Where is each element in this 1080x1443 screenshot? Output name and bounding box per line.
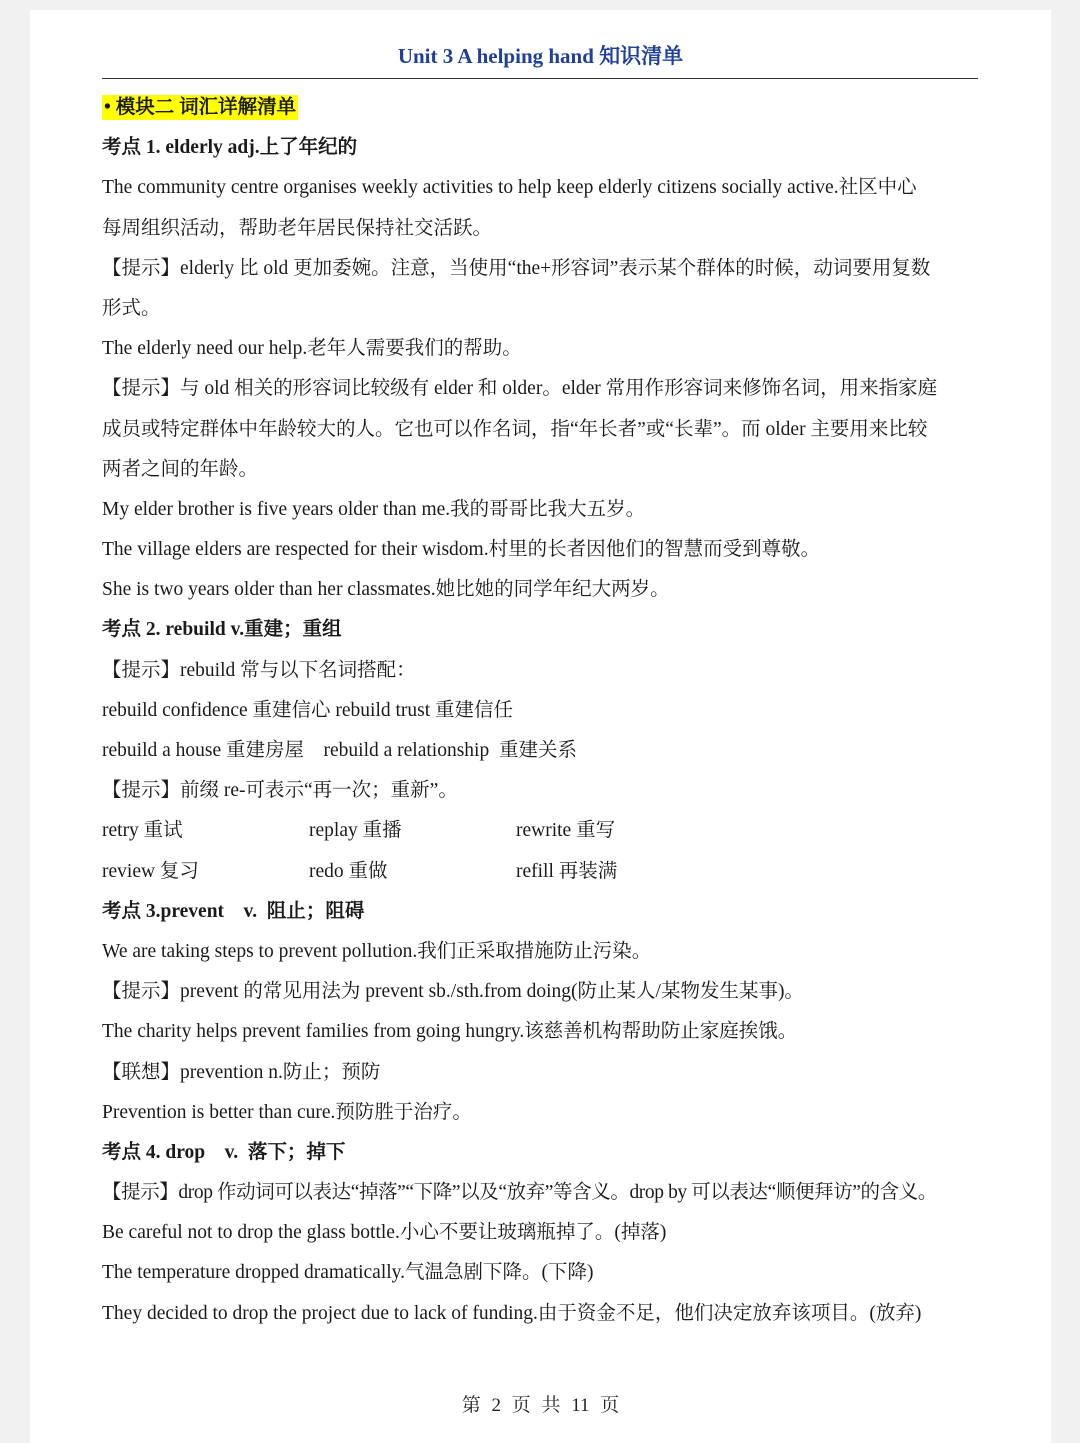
header-divider xyxy=(102,78,978,79)
prefix-word: rewrite 重写 xyxy=(516,820,616,842)
example-line: She is two years older than her classmates.她比她的同学年纪大两岁。 xyxy=(102,579,670,601)
prefix-words-row xyxy=(102,811,982,851)
prefix-word: replay 重播 xyxy=(309,820,402,842)
collocation-line: rebuild a house 重建房屋 rebuild a relationship 重建关系 xyxy=(102,740,577,761)
prefix-word: redo 重做 xyxy=(309,860,388,882)
tip-line-cont: 形式。 xyxy=(102,297,161,319)
tip-line: 【提示】rebuild 常与以下名词搭配： xyxy=(102,659,416,681)
example-line: My elder brother is five years older than me.我的哥哥比我大五岁。 xyxy=(102,498,646,520)
module-label: • 模块二 词汇详解清单 xyxy=(104,97,297,118)
page-number: 第 2 页 共 11 页 xyxy=(461,1395,620,1416)
prefix-word: retry 重试 xyxy=(102,820,183,842)
example-line: The elderly need our help.老年人需要我们的帮助。 xyxy=(102,338,522,360)
example-line: We are taking steps to prevent pollution.我们正采取措施防止污染。 xyxy=(102,940,652,962)
tip-line: 【提示】prevent 的常见用法为 prevent sb./sth.from doing(防止某人/某物发生某事)。 xyxy=(102,981,804,1003)
document-title: Unit 3 A helping hand 知识清单 xyxy=(397,44,684,68)
tip-line-cont: 两者之间的年龄。 xyxy=(102,458,259,480)
tip-line: 【提示】elderly 比 old 更加委婉。注意，当使用“the+形容词”表示某个群体的时候，动词要用复数 xyxy=(102,257,931,279)
document-body xyxy=(102,88,982,1334)
tip-line-cont: 成员或特定群体中年龄较大的人。它也可以作名词，指“年长者”或“长辈”。而 older 主要用来比较 xyxy=(102,418,928,440)
prefix-word: review 复习 xyxy=(102,860,199,882)
collocation-line: rebuild confidence 重建信心 rebuild trust 重建信任 xyxy=(102,699,514,721)
document-page xyxy=(30,10,1051,1443)
topic-heading-3: 考点 3.prevent v. 阻止；阻碍 xyxy=(102,900,365,922)
example-line: Be careful not to drop the glass bottle.小心不要让玻璃瓶掉了。(掉落) xyxy=(102,1222,667,1244)
example-translation: 每周组织活动，帮助老年居民保持社交活跃。 xyxy=(102,217,493,239)
topic-heading-2: 考点 2. rebuild v.重建；重组 xyxy=(102,619,342,641)
example-line: The temperature dropped dramatically.气温急剧下降。(下降) xyxy=(102,1262,594,1284)
topic-heading-4: 考点 4. drop v. 落下；掉下 xyxy=(102,1141,346,1163)
example-line: The charity helps prevent families from going hungry.该慈善机构帮助防止家庭挨饿。 xyxy=(102,1021,798,1043)
module-heading xyxy=(102,88,982,128)
association-line: 【联想】prevention n.防止；预防 xyxy=(102,1061,381,1083)
tip-line: 【提示】前缀 re-可表示“再一次；重新”。 xyxy=(102,780,458,802)
example-line: They decided to drop the project due to lack of funding.由于资金不足，他们决定放弃该项目。(放弃) xyxy=(102,1302,922,1324)
tip-line: 【提示】与 old 相关的形容词比较级有 elder 和 older。elder 常用作形容词来修饰名词，用来指家庭 xyxy=(102,378,938,400)
example-line: Prevention is better than cure.预防胜于治疗。 xyxy=(102,1101,472,1123)
prefix-words-row xyxy=(102,852,982,892)
example-line: The community centre organises weekly activities to help keep elderly citizens socially active.社区中心 xyxy=(102,177,917,199)
prefix-word: refill 再装满 xyxy=(516,860,618,882)
example-line: The village elders are respected for their wisdom.村里的长者因他们的智慧而受到尊敬。 xyxy=(102,539,821,561)
tip-line: 【提示】drop 作动词可以表达“掉落”“下降”以及“放弃”等含义。drop by 可以表达“顺便拜访”的含义。 xyxy=(102,1182,937,1204)
topic-heading-1: 考点 1. elderly adj.上了年纪的 xyxy=(102,137,358,159)
